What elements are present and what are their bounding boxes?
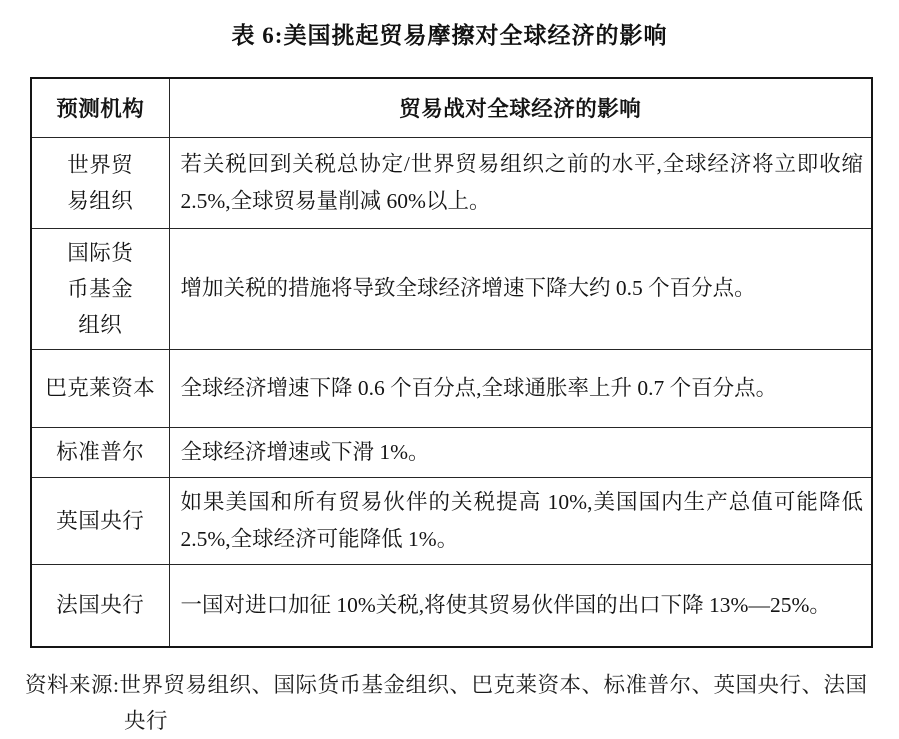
table-row <box>31 228 872 349</box>
page-title: 表 6:美国挑起贸易摩擦对全球经济的影响 <box>231 23 668 48</box>
impact-cell: 若关税回到关税总协定/世界贸易组织之前的水平,全球经济将立即收缩 2.5%,全球贸易量削减 60%以上。 <box>169 137 872 228</box>
institution-cell <box>31 349 169 427</box>
institution-name: 世界贸易组织 <box>67 152 134 213</box>
institution-cell <box>31 427 169 477</box>
institution-cell <box>31 137 169 228</box>
impact-cell: 增加关税的措施将导致全球经济增速下降大约 0.5 个百分点。 <box>169 228 872 349</box>
institution-name: 国际货币基金组织 <box>67 240 134 337</box>
institution-cell <box>31 477 169 564</box>
header-impact: 贸易战对全球经济的影响 <box>169 78 872 137</box>
impact-cell: 一国对进口加征 10%关税,将使其贸易伙伴国的出口下降 13%—25%。 <box>169 564 872 647</box>
table-header-row <box>31 78 872 137</box>
impact-cell: 全球经济增速或下滑 1%。 <box>169 427 872 477</box>
source-note: 资料来源:世界贸易组织、国际货币基金组织、巴克莱资本、标准普尔、英国央行、法国央行 <box>25 673 868 733</box>
impact-table <box>30 77 873 648</box>
impact-cell: 如果美国和所有贸易伙伴的关税提高 10%,美国国内生产总值可能降低 2.5%,全球经济可能降低 1%。 <box>169 477 872 564</box>
table-row <box>31 477 872 564</box>
institution-name: 英国央行 <box>56 508 145 533</box>
impact-cell: 全球经济增速下降 0.6 个百分点,全球通胀率上升 0.7 个百分点。 <box>169 349 872 427</box>
table-row <box>31 427 872 477</box>
institution-cell <box>31 228 169 349</box>
header-institution: 预测机构 <box>31 78 169 137</box>
institution-name: 标准普尔 <box>56 440 145 464</box>
table-row <box>31 564 872 647</box>
institution-cell <box>31 564 169 647</box>
institution-name: 巴克莱资本 <box>45 376 156 400</box>
institution-name: 法国央行 <box>56 593 145 618</box>
table-row <box>31 137 872 228</box>
table-row <box>31 349 872 427</box>
